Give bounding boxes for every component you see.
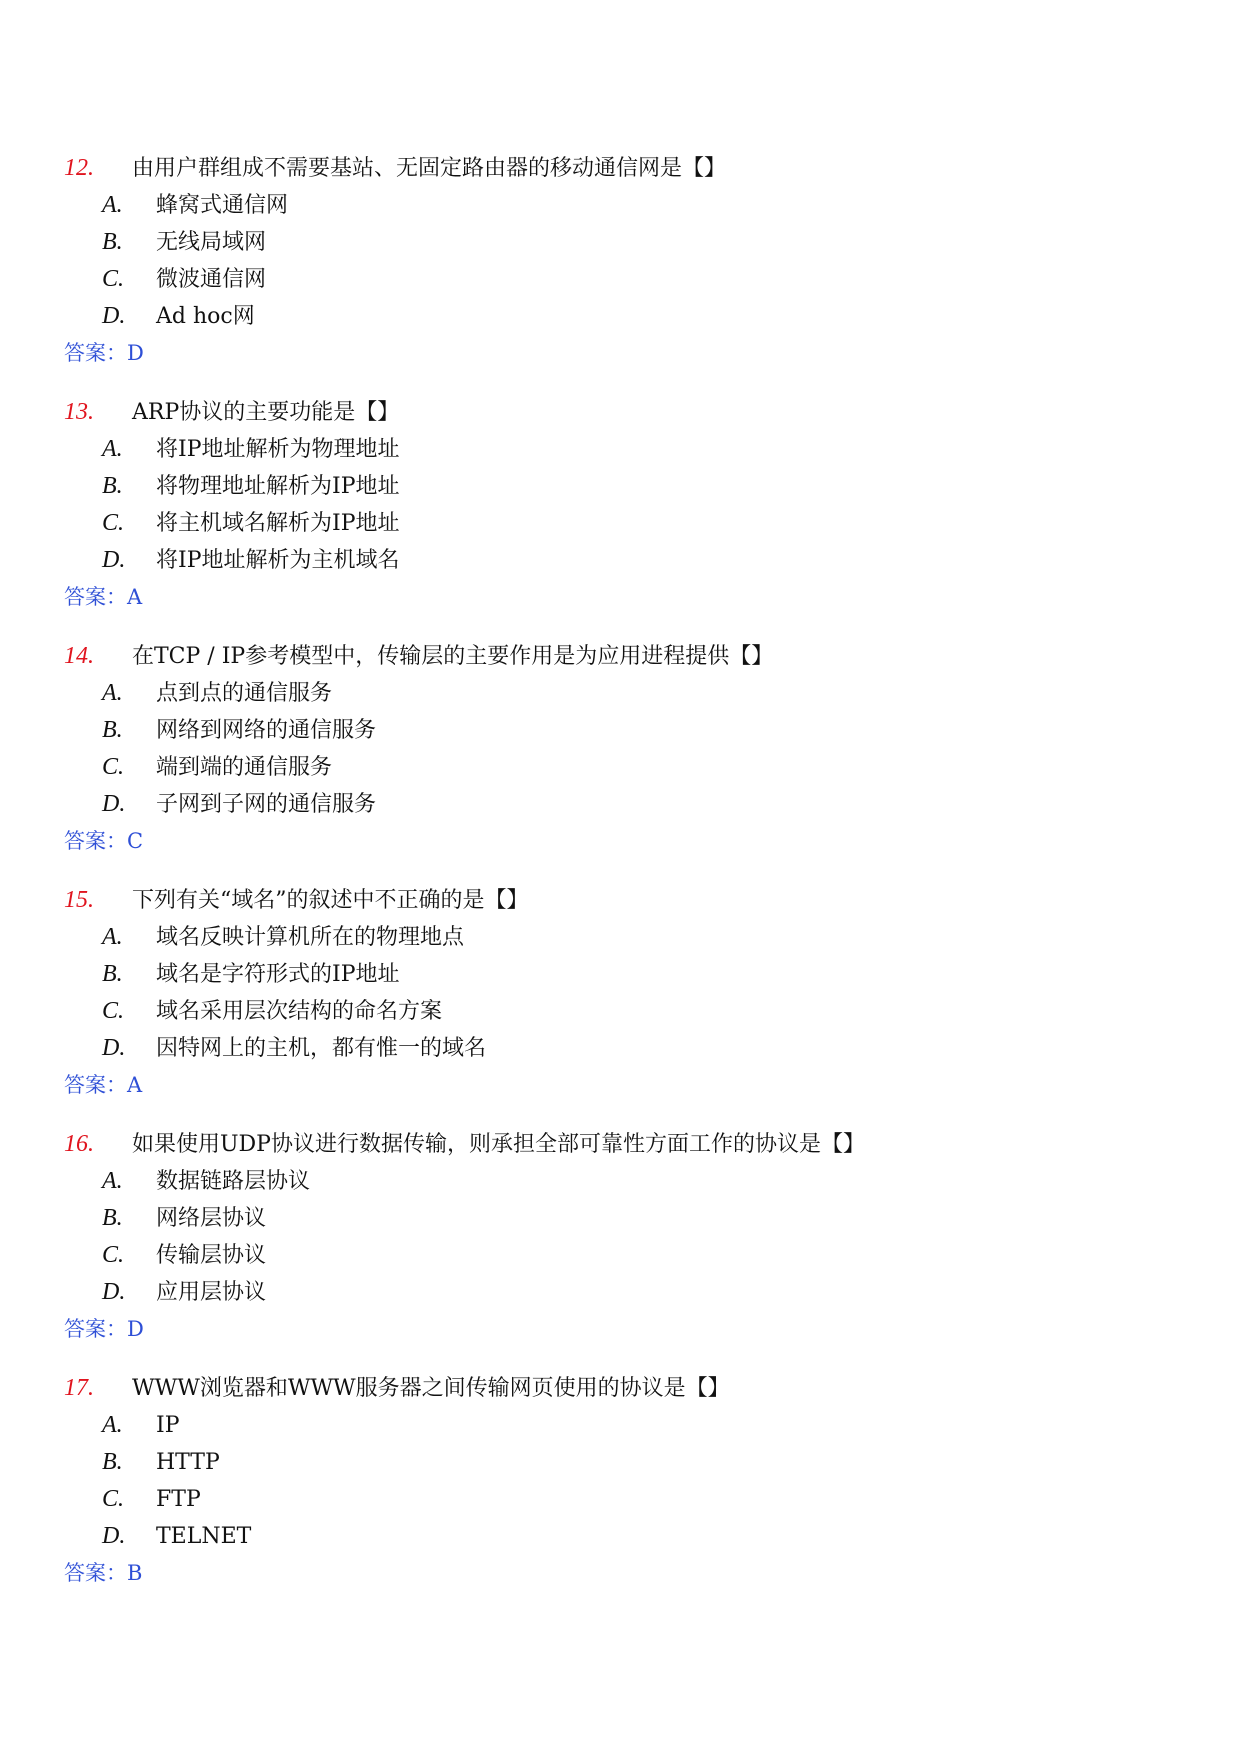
- question-line: [64, 1126, 1204, 1163]
- option-a: [64, 1163, 1204, 1200]
- option-letter: B.: [102, 1205, 123, 1231]
- option-b: [64, 956, 1204, 993]
- question-text: WWW浏览器和WWW服务器之间传输网页使用的协议是【】: [132, 1376, 730, 1401]
- option-c: [64, 1481, 1204, 1518]
- option-text: HTTP: [156, 1450, 220, 1475]
- answer-text: 答案：D: [64, 341, 144, 365]
- option-letter: A.: [102, 192, 123, 218]
- option-letter: C.: [102, 998, 125, 1024]
- option-text: 无线局域网: [156, 230, 267, 255]
- option-letter: C.: [102, 754, 125, 780]
- question-line: [64, 638, 1204, 675]
- option-letter: A.: [102, 924, 123, 950]
- answer-text: 答案：C: [64, 829, 144, 853]
- option-c: [64, 1237, 1204, 1274]
- option-a: [64, 431, 1204, 468]
- question-line: [64, 882, 1204, 919]
- option-text: 点到点的通信服务: [156, 681, 333, 706]
- question-number: 12.: [64, 155, 94, 181]
- option-letter: A.: [102, 1412, 123, 1438]
- option-b: [64, 1444, 1204, 1481]
- option-text: 微波通信网: [156, 267, 267, 292]
- option-letter: B.: [102, 229, 123, 255]
- option-a: [64, 919, 1204, 956]
- question-15: [64, 882, 1204, 1104]
- option-letter: D.: [102, 303, 126, 329]
- question-text: 下列有关“域名”的叙述中不正确的是【】: [132, 888, 529, 913]
- option-letter: D.: [102, 1035, 126, 1061]
- option-a: [64, 675, 1204, 712]
- option-letter: C.: [102, 1242, 125, 1268]
- answer-text: 答案：B: [64, 1561, 143, 1585]
- option-letter: B.: [102, 1449, 123, 1475]
- option-d: [64, 1274, 1204, 1311]
- answer-text: 答案：D: [64, 1317, 144, 1341]
- question-line: [64, 1370, 1204, 1407]
- option-text: 蜂窝式通信网: [156, 193, 289, 218]
- option-text: 域名是字符形式的IP地址: [156, 962, 400, 987]
- option-text: Ad hoc网: [156, 304, 255, 329]
- option-c: [64, 505, 1204, 542]
- question-number: 15.: [64, 887, 94, 913]
- option-text: 网络层协议: [156, 1206, 267, 1231]
- option-letter: C.: [102, 510, 125, 536]
- option-d: [64, 1030, 1204, 1067]
- option-b: [64, 468, 1204, 505]
- option-d: [64, 1518, 1204, 1555]
- option-text: 域名反映计算机所在的物理地点: [156, 925, 465, 950]
- option-text: IP: [156, 1413, 180, 1438]
- option-text: TELNET: [156, 1524, 252, 1549]
- option-text: 数据链路层协议: [156, 1169, 311, 1194]
- option-b: [64, 712, 1204, 749]
- question-17: [64, 1370, 1204, 1592]
- question-16: [64, 1126, 1204, 1348]
- option-text: FTP: [156, 1487, 201, 1512]
- option-letter: B.: [102, 473, 123, 499]
- answer-text: 答案：A: [64, 585, 143, 609]
- question-line: [64, 150, 1204, 187]
- option-letter: D.: [102, 547, 126, 573]
- option-d: [64, 542, 1204, 579]
- question-text: 在TCP / IP参考模型中，传输层的主要作用是为应用进程提供【】: [132, 644, 774, 669]
- question-line: [64, 394, 1204, 431]
- option-text: 将IP地址解析为主机域名: [156, 548, 400, 573]
- option-letter: A.: [102, 436, 123, 462]
- option-text: 将主机域名解析为IP地址: [156, 511, 400, 536]
- question-number: 16.: [64, 1131, 94, 1157]
- option-letter: A.: [102, 1168, 123, 1194]
- option-letter: C.: [102, 266, 125, 292]
- question-13: [64, 394, 1204, 616]
- option-text: 网络到网络的通信服务: [156, 718, 377, 743]
- option-text: 将IP地址解析为物理地址: [156, 437, 400, 462]
- option-letter: B.: [102, 717, 123, 743]
- option-letter: D.: [102, 791, 126, 817]
- option-b: [64, 1200, 1204, 1237]
- option-text: 将物理地址解析为IP地址: [156, 474, 400, 499]
- option-letter: A.: [102, 680, 123, 706]
- option-d: [64, 298, 1204, 335]
- option-a: [64, 187, 1204, 224]
- question-number: 17.: [64, 1375, 94, 1401]
- question-12: [64, 150, 1204, 372]
- option-c: [64, 261, 1204, 298]
- option-text: 端到端的通信服务: [156, 755, 333, 780]
- question-number: 14.: [64, 643, 94, 669]
- question-text: 如果使用UDP协议进行数据传输，则承担全部可靠性方面工作的协议是【】: [132, 1132, 865, 1157]
- option-text: 域名采用层次结构的命名方案: [156, 999, 443, 1024]
- option-a: [64, 1407, 1204, 1444]
- option-c: [64, 749, 1204, 786]
- answer-text: 答案：A: [64, 1073, 143, 1097]
- option-text: 子网到子网的通信服务: [156, 792, 377, 817]
- option-d: [64, 786, 1204, 823]
- question-number: 13.: [64, 399, 94, 425]
- option-b: [64, 224, 1204, 261]
- option-text: 传输层协议: [156, 1243, 267, 1268]
- question-text: 由用户群组成不需要基站、无固定路由器的移动通信网是【】: [132, 156, 727, 181]
- option-text: 应用层协议: [156, 1280, 267, 1305]
- option-text: 因特网上的主机，都有惟一的域名: [156, 1036, 487, 1061]
- option-letter: C.: [102, 1486, 125, 1512]
- option-c: [64, 993, 1204, 1030]
- question-text: ARP协议的主要功能是【】: [132, 400, 400, 425]
- option-letter: D.: [102, 1279, 126, 1305]
- option-letter: B.: [102, 961, 123, 987]
- option-letter: D.: [102, 1523, 126, 1549]
- question-14: [64, 638, 1204, 860]
